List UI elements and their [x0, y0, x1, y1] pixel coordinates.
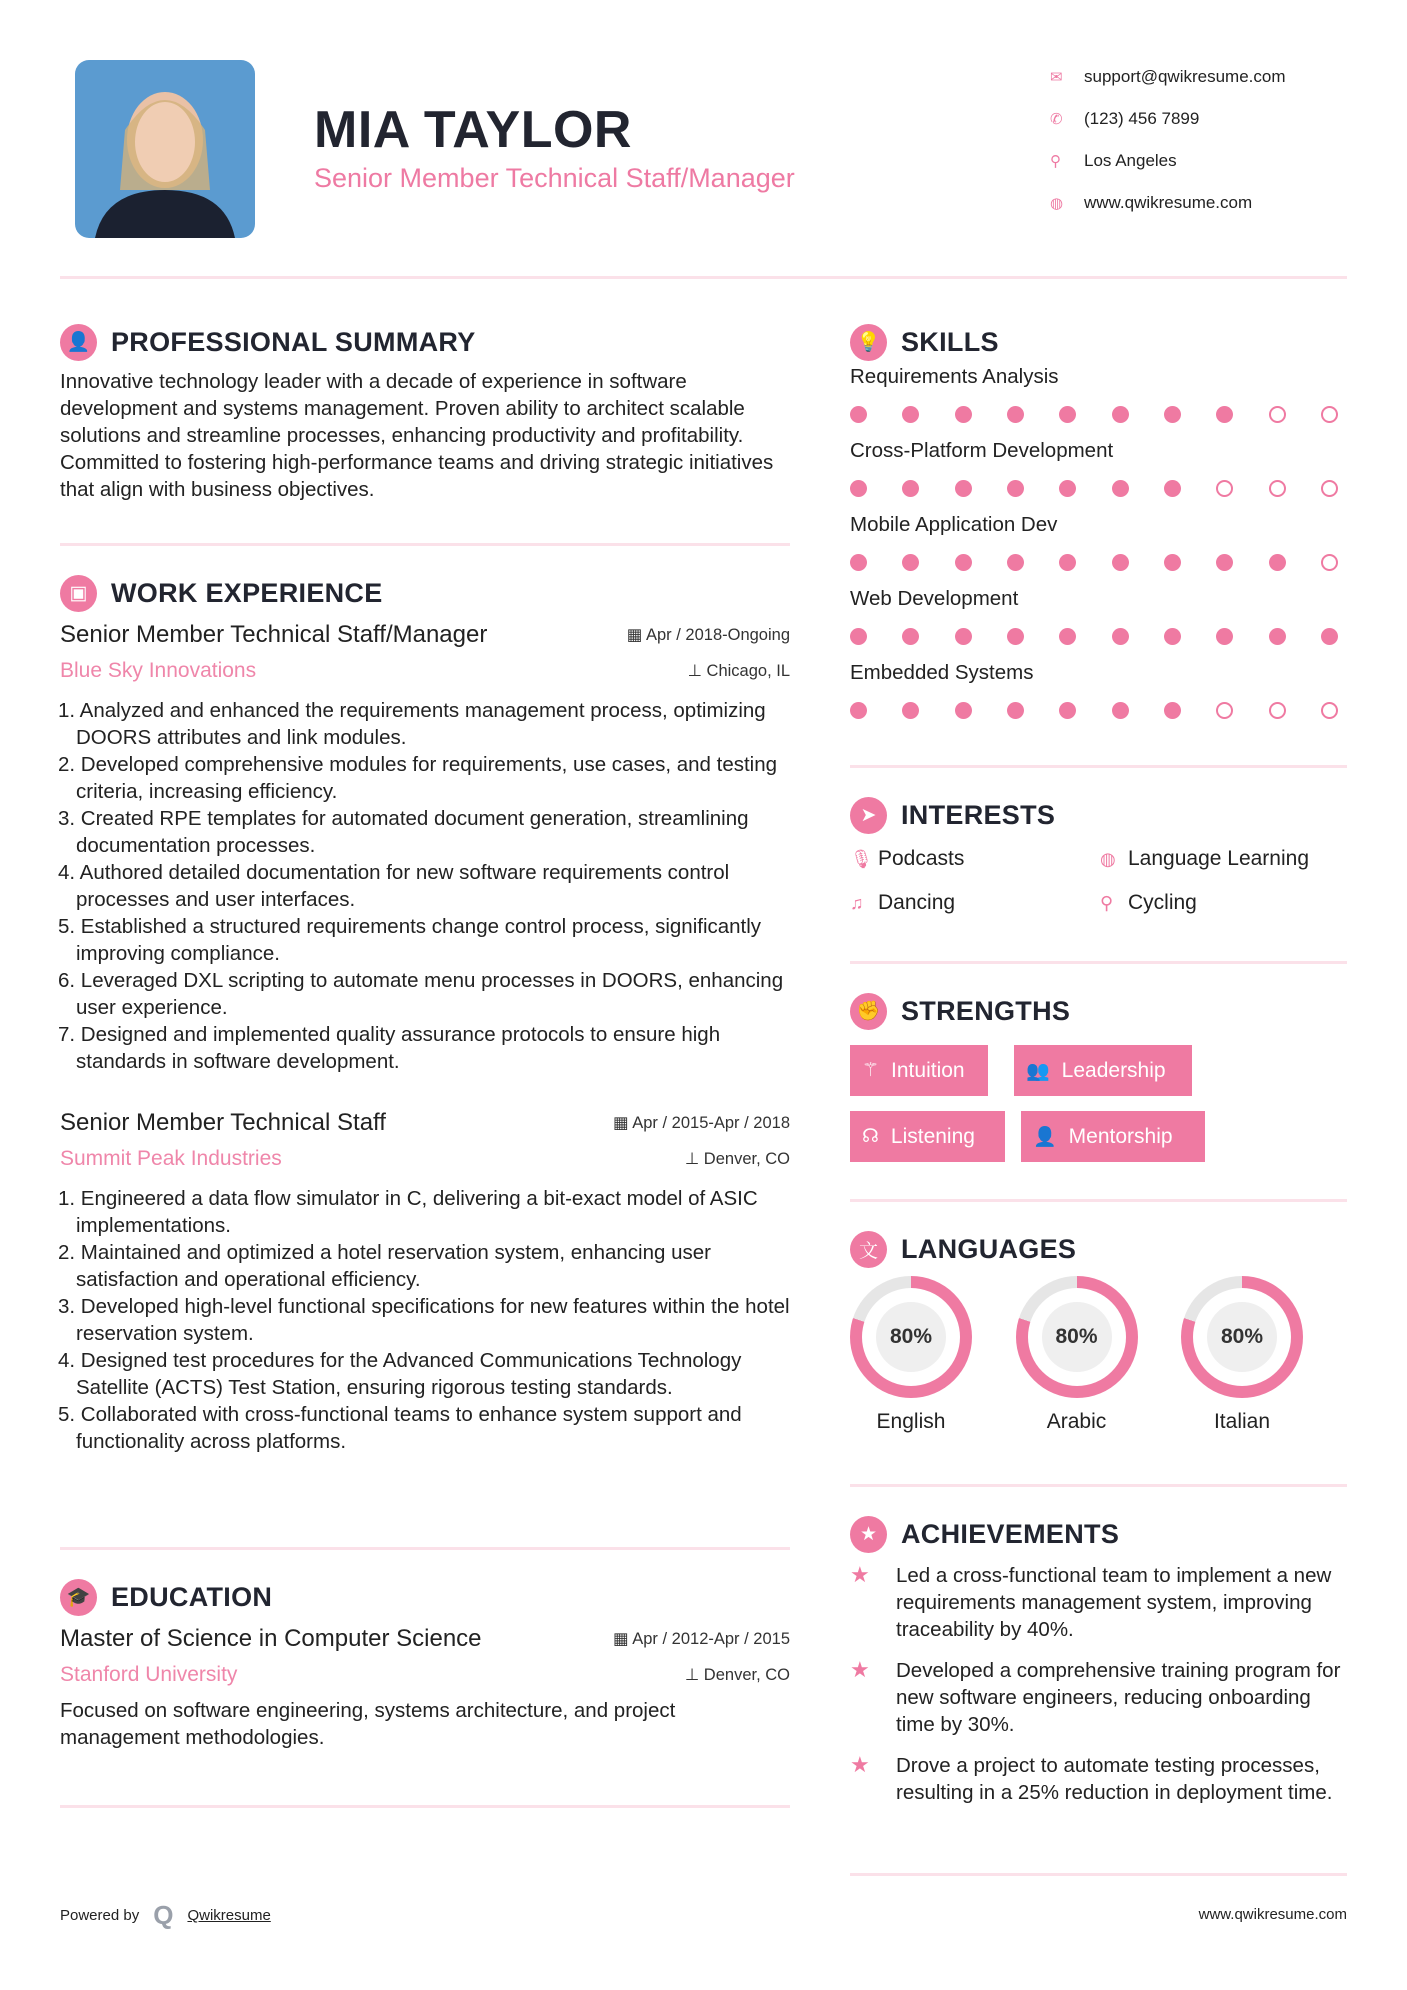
responsibility-item: 4. Authored detailed documentation for new software requirements control processes and user interfaces. [58, 861, 730, 911]
language-progress-ring [1181, 1276, 1303, 1398]
phone-icon: ✆ [1050, 111, 1063, 128]
summary-section [60, 322, 790, 503]
achievement-text: Developed a comprehensive training program for new software engineers, reducing onboarding time by 30%. [896, 1659, 1341, 1736]
profile-photo [75, 60, 255, 238]
ring-center [876, 1302, 946, 1372]
section-heading: EDUCATION [111, 1581, 273, 1612]
interest-label: Language Learning [1128, 847, 1310, 870]
rating-dot-filled [1164, 628, 1181, 645]
skills-section [850, 322, 1347, 732]
rating-dot-filled [1112, 406, 1129, 423]
strength-label: Listening [890, 1124, 975, 1148]
rating-dot-filled [1059, 406, 1076, 423]
summary-text: Innovative technology leader with a decade of experience in software development and systems management. Proven ability to architect scalable solutions and streamline processes, enhancing productivity and profitability. Committed to fostering high-performance teams and driving strategic initiatives that align with business objectives. [60, 370, 774, 501]
rating-dot-empty [1321, 480, 1338, 497]
achievement-text: Drove a project to automate testing processes, resulting in a 25% reduction in deployment time. [896, 1754, 1333, 1804]
rating-dot-filled [1112, 554, 1129, 571]
job-date [627, 625, 790, 645]
degree-title: Master of Science in Computer Science [60, 1625, 482, 1652]
rating-dot-empty [1269, 480, 1286, 497]
rating-dot-filled [1112, 480, 1129, 497]
rating-dot-filled [1269, 554, 1286, 571]
interest-item [850, 881, 1100, 925]
section-heading: STRENGTHS [901, 995, 1071, 1026]
globe-icon: ◍ [1050, 195, 1064, 212]
strength-chip [1021, 1111, 1205, 1162]
education-date: Apr / 2012-Apr / 2015 [632, 1630, 790, 1648]
rating-dot-empty [1216, 702, 1233, 719]
job-entry [60, 617, 790, 1075]
rating-dot-filled [1007, 480, 1024, 497]
rating-dot-filled [1216, 406, 1233, 423]
achievements-section [850, 1514, 1347, 1820]
rating-dot-filled [902, 554, 919, 571]
lightbulb-icon: 💡 [850, 324, 887, 361]
contact-item [1050, 182, 1286, 224]
skill-name: Cross-Platform Development [850, 439, 1114, 462]
graduation-icon: 🎓 [60, 1579, 97, 1616]
rating-dot-empty [1269, 406, 1286, 423]
rating-dot-filled [1321, 628, 1338, 645]
pushpin-icon: ⊥ [687, 662, 707, 680]
map-pin-icon: ⚲ [1050, 153, 1061, 170]
rating-dot-filled [1164, 406, 1181, 423]
responsibility-item: 7. Designed and implemented quality assurance protocols to ensure high standards in software development. [58, 1023, 721, 1073]
strength-chip [1014, 1045, 1192, 1096]
language-progress-ring [850, 1276, 972, 1398]
rating-dot-filled [1216, 554, 1233, 571]
responsibility-item: 1. Analyzed and enhanced the requirements management process, optimizing DOORS attributes and link modules. [58, 699, 766, 749]
job-location-text: Denver, CO [703, 1150, 790, 1168]
rating-dot-filled [1112, 628, 1129, 645]
powered-by-label: Powered by [60, 1907, 140, 1924]
language-percent: 80% [1220, 1325, 1264, 1348]
rating-dot-empty [1321, 554, 1338, 571]
language-name: Italian [1213, 1410, 1271, 1433]
headphones-icon: ☊ [862, 1126, 879, 1147]
magic-wand-icon: ⚚ [862, 1060, 880, 1081]
responsibility-item: 2. Developed comprehensive modules for requirements, use cases, and testing criteria, increasing efficiency. [58, 753, 778, 803]
ring-center [1207, 1302, 1277, 1372]
bicycle-icon: ⚲ [1100, 892, 1114, 913]
company-name: Blue Sky Innovations [60, 659, 257, 682]
rating-dot-filled [850, 406, 867, 423]
responsibility-list [60, 697, 790, 1075]
interest-item [850, 837, 1100, 881]
achievement-item [850, 1657, 1347, 1738]
strength-label: Mentorship [1068, 1124, 1173, 1148]
contact-item [1050, 140, 1286, 182]
responsibility-item: 5. Collaborated with cross-functional teams to enhance system support and functionality across platforms. [58, 1403, 742, 1453]
star-icon: ★ [850, 1562, 870, 1587]
strengths-section [850, 991, 1347, 1171]
candidate-title: Senior Member Technical Staff/Manager [314, 163, 795, 193]
job-date-text: Apr / 2018-Ongoing [645, 626, 790, 644]
pushpin-icon: ⊥ [684, 1150, 704, 1168]
responsibility-item: 3. Developed high-level functional specifications for new features within the hotel reservation system. [58, 1295, 790, 1345]
rating-dot-filled [902, 480, 919, 497]
section-divider [850, 1199, 1347, 1202]
responsibility-list [60, 1185, 790, 1455]
header-divider [60, 276, 1347, 279]
rating-dot-filled [1112, 702, 1129, 719]
interest-label: Dancing [878, 891, 956, 914]
rating-dot-filled [955, 480, 972, 497]
person-portrait-icon [75, 60, 255, 238]
education-description: Focused on software engineering, systems architecture, and project management methodologies. [60, 1699, 676, 1749]
rating-dot-filled [955, 702, 972, 719]
contact-item [1050, 56, 1286, 98]
user-icon: 👤 [60, 324, 97, 361]
rating-dot-filled [955, 554, 972, 571]
music-note-icon: ♫ [850, 892, 864, 913]
rating-dot-empty [1216, 480, 1233, 497]
contact-text: www.qwikresume.com [1084, 193, 1253, 212]
rating-dot-filled [1269, 628, 1286, 645]
contact-text: support@qwikresume.com [1084, 67, 1286, 86]
skill-name: Mobile Application Dev [850, 513, 1058, 536]
skill-name: Embedded Systems [850, 661, 1034, 684]
language-percent: 80% [889, 1325, 933, 1348]
interest-item [1100, 881, 1350, 925]
achievement-item [850, 1562, 1347, 1643]
footer-powered [60, 1900, 271, 1931]
contact-item [1050, 98, 1286, 140]
skill-rating [850, 466, 1338, 510]
translate-icon: 文 [850, 1231, 887, 1268]
rating-dot-filled [902, 702, 919, 719]
rating-dot-empty [1321, 406, 1338, 423]
skill-name: Web Development [850, 587, 1019, 610]
rating-dot-filled [850, 628, 867, 645]
contact-text: Los Angeles [1084, 151, 1177, 170]
job-location-text: Chicago, IL [706, 662, 790, 680]
language-name: Arabic [1046, 1410, 1107, 1433]
job-title: Senior Member Technical Staff [60, 1109, 386, 1136]
calendar-icon: ▦ [626, 626, 646, 644]
envelope-icon: ✉ [1050, 69, 1063, 86]
language-percent: 80% [1055, 1325, 1098, 1348]
section-divider [850, 1484, 1347, 1487]
rating-dot-filled [1007, 702, 1024, 719]
calendar-icon: ▦ [612, 1630, 633, 1648]
rating-dot-filled [955, 406, 972, 423]
pushpin-icon: ⊥ [684, 1666, 704, 1684]
rating-dot-filled [1164, 480, 1181, 497]
section-heading: PROFESSIONAL SUMMARY [111, 326, 476, 357]
section-divider [60, 1805, 790, 1808]
rating-dot-filled [1059, 628, 1076, 645]
rating-dot-filled [1164, 554, 1181, 571]
work-experience-section [60, 573, 790, 1455]
user-plus-icon: 👤 [1033, 1126, 1057, 1148]
ring-center [1042, 1302, 1112, 1372]
star-icon: ★ [850, 1657, 870, 1682]
job-location [688, 661, 790, 681]
section-heading: WORK EXPERIENCE [111, 577, 383, 608]
skill-rating [850, 614, 1338, 658]
school-name: Stanford University [60, 1663, 238, 1686]
section-divider [850, 1873, 1347, 1876]
contact-list [1050, 56, 1286, 224]
section-heading: ACHIEVEMENTS [901, 1518, 1120, 1549]
users-icon: 👥 [1026, 1060, 1050, 1082]
education-section [60, 1577, 790, 1751]
qwikresume-link[interactable]: Qwikresume [187, 1907, 271, 1924]
language-name: English [876, 1410, 946, 1433]
strength-label: Leadership [1061, 1058, 1166, 1082]
rating-dot-filled [1059, 554, 1076, 571]
responsibility-item: 3. Created RPE templates for automated document generation, streamlining documentation processes. [58, 807, 749, 857]
footer-website: www.qwikresume.com [1198, 1906, 1347, 1923]
qwikresume-logo-icon: Q [153, 1900, 174, 1930]
rating-dot-filled [1007, 554, 1024, 571]
language-progress-ring [1016, 1276, 1138, 1398]
section-heading: SKILLS [901, 326, 999, 357]
skill-item [850, 510, 1347, 584]
responsibility-item: 4. Designed test procedures for the Advanced Communications Technology Satellite (ACTS) Test Station, ensuring rigorous testing standards. [58, 1349, 742, 1399]
achievement-item [850, 1752, 1347, 1806]
section-heading: LANGUAGES [901, 1233, 1077, 1264]
job-date [613, 1113, 790, 1133]
rating-dot-filled [1007, 406, 1024, 423]
skill-item [850, 658, 1347, 732]
job-title: Senior Member Technical Staff/Manager [60, 621, 488, 648]
globe-icon: ◍ [1100, 848, 1116, 869]
section-divider [850, 961, 1347, 964]
microphone-icon: 🎙 [850, 848, 873, 869]
office-chair-icon: ▣ [60, 575, 97, 612]
interest-item [1100, 837, 1350, 881]
skill-item [850, 584, 1347, 658]
skill-rating [850, 688, 1338, 732]
contact-text: (123) 456 7899 [1084, 109, 1200, 128]
rating-dot-filled [850, 554, 867, 571]
star-badge-icon: ★ [850, 1516, 887, 1553]
strength-chip [850, 1111, 1005, 1162]
rating-dot-filled [902, 406, 919, 423]
job-date-text: Apr / 2015-Apr / 2018 [632, 1114, 790, 1132]
candidate-name: MIA TAYLOR [314, 101, 632, 159]
rating-dot-filled [1059, 702, 1076, 719]
rating-dot-empty [1269, 702, 1286, 719]
interests-section [850, 795, 1347, 925]
paper-plane-icon: ➤ [850, 797, 887, 834]
star-icon: ★ [850, 1752, 870, 1777]
fist-icon: ✊ [850, 993, 887, 1030]
achievement-text: Led a cross-functional team to implement a new requirements management system, improving traceability by 40%. [896, 1564, 1332, 1641]
skill-name: Requirements Analysis [850, 365, 1059, 388]
rating-dot-filled [1216, 628, 1233, 645]
skill-rating [850, 540, 1338, 584]
company-name: Summit Peak Industries [60, 1147, 282, 1170]
education-location: Denver, CO [703, 1666, 790, 1684]
responsibility-item: 1. Engineered a data flow simulator in C, delivering a bit-exact model of ASIC implementations. [58, 1187, 758, 1237]
responsibility-item: 5. Established a structured requirements change control process, significantly improving compliance. [58, 915, 762, 965]
interest-label: Cycling [1128, 891, 1197, 914]
rating-dot-filled [955, 628, 972, 645]
section-divider [60, 1547, 790, 1550]
strength-chip [850, 1045, 988, 1096]
responsibility-item: 6. Leveraged DXL scripting to automate menu processes in DOORS, enhancing user experience. [58, 969, 784, 1019]
responsibility-item: 2. Maintained and optimized a hotel reservation system, enhancing user satisfaction and operational efficiency. [58, 1241, 711, 1291]
rating-dot-filled [850, 480, 867, 497]
rating-dot-filled [1059, 480, 1076, 497]
calendar-icon: ▦ [612, 1114, 633, 1132]
skill-rating [850, 392, 1338, 436]
rating-dot-empty [1321, 702, 1338, 719]
job-entry [60, 1105, 790, 1455]
strength-label: Intuition [891, 1058, 965, 1082]
skill-item [850, 362, 1347, 436]
rating-dot-filled [1007, 628, 1024, 645]
interest-label: Podcasts [878, 847, 965, 870]
languages-section [850, 1229, 1347, 1459]
rating-dot-filled [1164, 702, 1181, 719]
section-heading: INTERESTS [901, 799, 1056, 830]
rating-dot-filled [850, 702, 867, 719]
section-divider [850, 765, 1347, 768]
job-location [685, 1149, 790, 1169]
skill-item [850, 436, 1347, 510]
section-divider [60, 543, 790, 546]
rating-dot-filled [902, 628, 919, 645]
